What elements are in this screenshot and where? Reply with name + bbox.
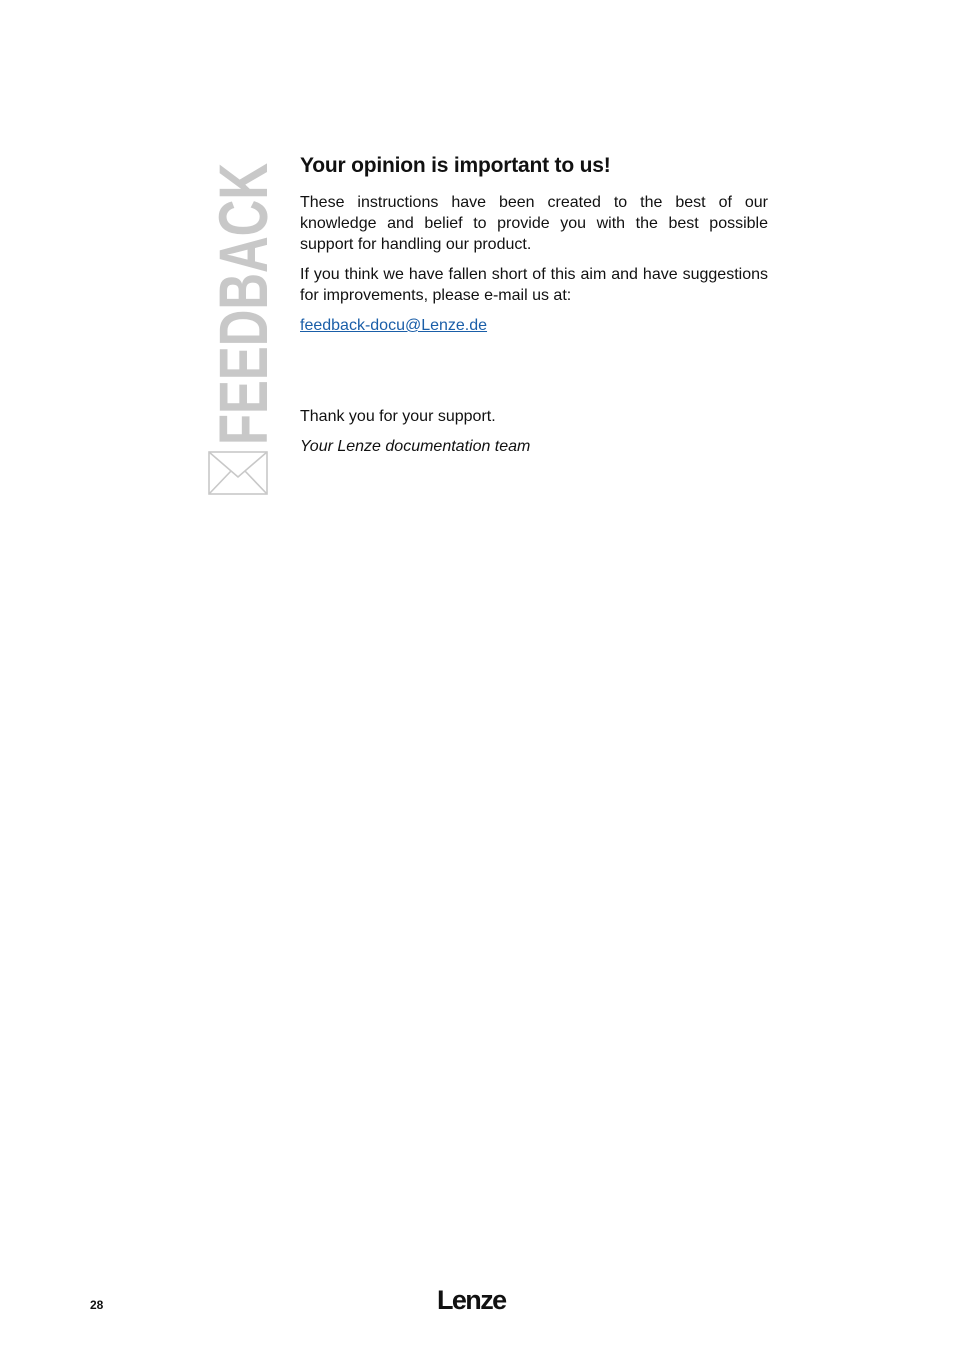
team-signature: Your Lenze documentation team [300,438,531,455]
envelope-icon [209,452,267,494]
feedback-email-link[interactable]: feedback-docu@Lenze.de [300,317,488,334]
page-number: 28 [90,1298,104,1312]
suggestion-paragraph: If you think we have fallen short of this aim and have suggestions for improvements, please e-mail us at: [300,266,768,304]
intro-paragraph: These instructions have been created to the best of our knowledge and belief to provide you with the best possible support for handling our product. [300,194,768,253]
feedback-sidebar [205,61,282,498]
feedback-content [300,152,768,457]
lenze-logo: Lenze [437,1285,506,1315]
feedback-banner-text: FEEDBACK [205,61,282,445]
thanks-text: Thank you for your support. [300,408,496,425]
page-title: Your opinion is important to us! [300,154,611,177]
